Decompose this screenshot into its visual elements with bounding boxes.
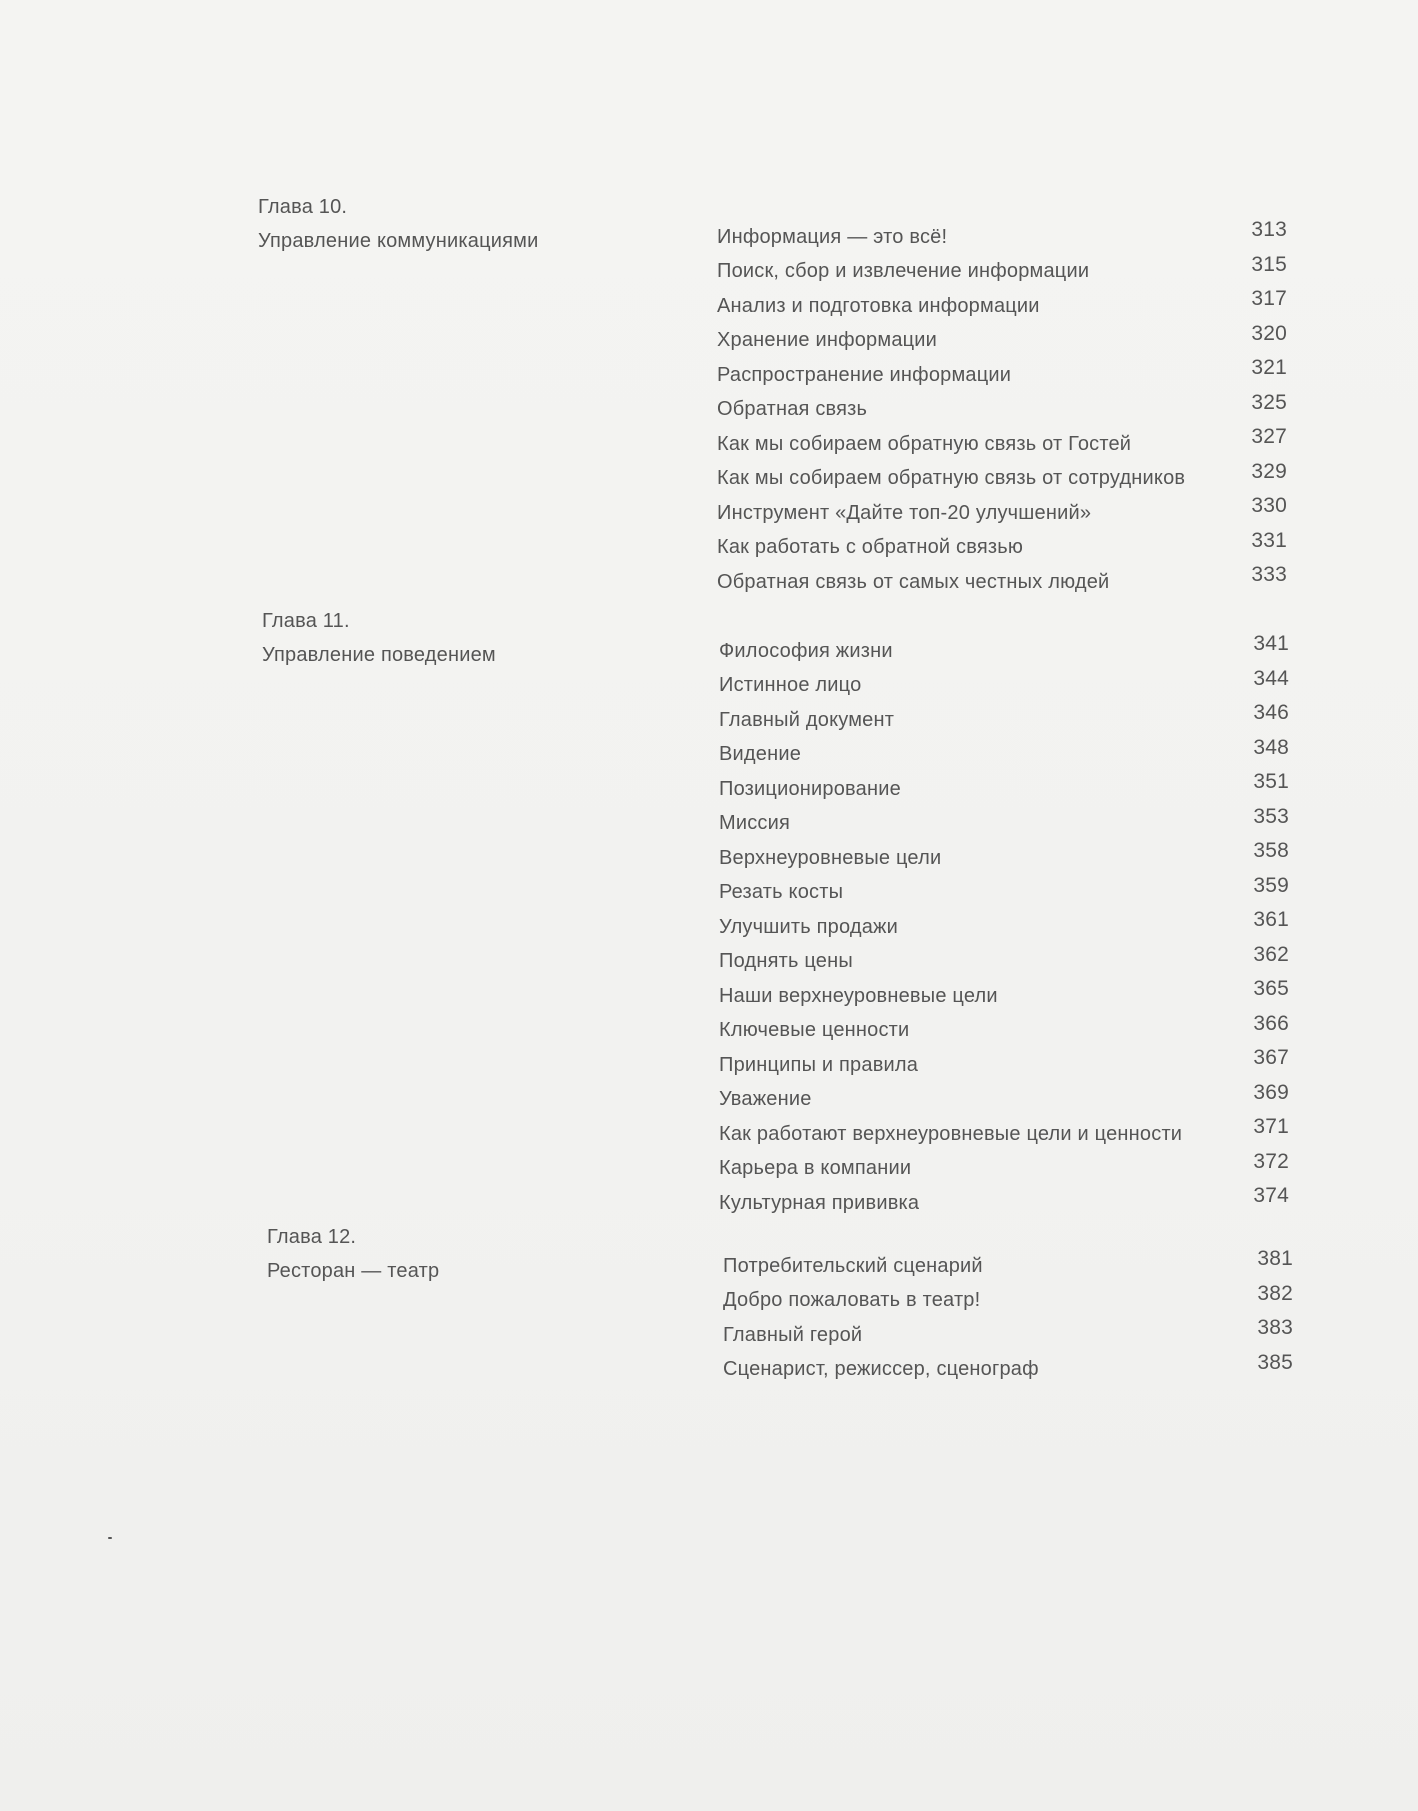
toc-entry-page: 383	[1257, 1316, 1293, 1339]
toc-entry-title: Истинное лицо	[719, 674, 862, 696]
chapter-number: Глава 12.	[267, 1226, 357, 1248]
toc-entry-page: 341	[1253, 632, 1289, 655]
toc-entry	[719, 701, 1289, 736]
toc-entry-title: Обратная связь	[717, 398, 868, 420]
toc-entry-title: Хранение информации	[717, 329, 938, 351]
toc-entry	[719, 770, 1289, 805]
toc-entry	[719, 1184, 1289, 1219]
toc-entry	[719, 1081, 1289, 1116]
toc-entry-title: Видение	[719, 743, 802, 765]
toc-entry-page: 327	[1251, 425, 1287, 448]
toc-entry-page: 348	[1253, 735, 1289, 759]
toc-entry	[717, 563, 1287, 598]
toc-entry-page: 353	[1253, 804, 1289, 828]
toc-entry-page: 374	[1253, 1184, 1289, 1207]
toc-entry-page: 385	[1257, 1350, 1293, 1374]
toc-entry-page: 381	[1257, 1247, 1293, 1270]
toc-entry	[719, 736, 1289, 771]
toc-entry	[719, 908, 1289, 943]
toc-entry-title: Резать косты	[719, 881, 844, 903]
toc-entry	[719, 667, 1289, 702]
toc-entries	[719, 632, 1289, 1219]
toc-entries	[717, 218, 1287, 598]
toc-entry-page: 382	[1257, 1281, 1293, 1305]
toc-entry-title: Улучшить продажи	[719, 915, 898, 938]
toc-entry-title: Главный документ	[719, 708, 895, 731]
toc-entry-title: Потребительский сценарий	[723, 1254, 983, 1277]
toc-entry-title: Сценарист, режиссер, сценограф	[723, 1358, 1039, 1380]
toc-entry-page: 371	[1253, 1115, 1289, 1138]
toc-entry-page: 367	[1253, 1046, 1289, 1069]
toc-entry	[717, 356, 1287, 391]
toc-entry-page: 358	[1253, 839, 1289, 862]
toc-entry-page: 372	[1253, 1149, 1289, 1173]
toc-entry-page: 344	[1253, 666, 1289, 690]
toc-entry-title: Как мы собираем обратную связь от сотрудников	[717, 467, 1186, 489]
toc-entry-page: 359	[1253, 873, 1289, 897]
toc-entry-title: Верхнеуровневые цели	[719, 846, 942, 869]
toc-entry	[717, 322, 1287, 357]
toc-entry-title: Добро пожаловать в театр!	[723, 1289, 981, 1311]
toc-entry	[719, 977, 1289, 1012]
toc-entry	[719, 943, 1289, 978]
toc-entry-page: 329	[1251, 459, 1287, 483]
toc-entry	[717, 494, 1287, 529]
toc-entry	[719, 839, 1289, 874]
toc-entry-title: Уважение	[719, 1088, 812, 1110]
toc-entry-title: Миссия	[719, 812, 791, 834]
toc-entry-page: 320	[1251, 321, 1287, 345]
chapter-heading	[258, 190, 538, 258]
toc-entry-title: Распространение информации	[717, 363, 1012, 386]
toc-entry	[717, 287, 1287, 322]
toc-entry-page: 321	[1251, 356, 1287, 379]
toc-entry-title: Принципы и правила	[719, 1053, 919, 1076]
toc-entry-title: Поиск, сбор и извлечение информации	[717, 260, 1090, 282]
toc-entry-page: 317	[1251, 287, 1287, 310]
chapter-title: Управление коммуникациями	[258, 230, 539, 252]
toc-entry-title: Как работают верхнеуровневые цели и ценности	[719, 1122, 1183, 1145]
toc-entry	[723, 1316, 1293, 1351]
toc-entry	[719, 1012, 1289, 1047]
toc-entry	[719, 874, 1289, 909]
toc-entry	[717, 529, 1287, 564]
chapter-number: Глава 11.	[262, 610, 350, 632]
toc-entry	[719, 1046, 1289, 1081]
toc-entry-title: Философия жизни	[719, 639, 893, 662]
toc-entry-page: 366	[1253, 1011, 1289, 1035]
toc-entries	[723, 1247, 1293, 1385]
toc-entry-title: Наши верхнеуровневые цели	[719, 984, 998, 1007]
toc-entry	[719, 632, 1289, 667]
toc-entry-page: 362	[1253, 942, 1289, 966]
toc-entry-page: 331	[1251, 528, 1287, 552]
toc-entry	[723, 1351, 1293, 1386]
toc-entry-title: Как мы собираем обратную связь от Гостей	[717, 432, 1132, 455]
toc-entry	[717, 218, 1287, 253]
toc-entry-title: Информация — это всё!	[717, 225, 948, 248]
toc-entry-title: Как работать с обратной связью	[717, 536, 1024, 558]
toc-entry-title: Поднять цены	[719, 950, 853, 972]
chapter-title: Ресторан — театр	[267, 1260, 440, 1282]
toc-entry	[719, 1115, 1289, 1150]
toc-entry-title: Позиционирование	[719, 777, 901, 800]
toc-entry	[719, 805, 1289, 840]
toc-entry-title: Карьера в компании	[719, 1157, 912, 1179]
toc-entry-page: 313	[1251, 218, 1287, 241]
ink-speck	[108, 1537, 112, 1539]
chapter-heading	[262, 604, 496, 672]
toc-entry-title: Инструмент «Дайте топ-20 улучшений»	[717, 501, 1092, 524]
toc-entry-page: 333	[1251, 563, 1287, 586]
toc-entry	[719, 1150, 1289, 1185]
toc-entry	[717, 391, 1287, 426]
toc-entry	[717, 253, 1287, 288]
chapter-title: Управление поведением	[262, 644, 496, 666]
toc-entry-page: 325	[1251, 390, 1287, 414]
toc-entry-title: Ключевые ценности	[719, 1019, 910, 1041]
toc-entry-page: 315	[1251, 252, 1287, 276]
toc-entry-page: 330	[1251, 494, 1287, 517]
toc-entry-page: 346	[1253, 701, 1289, 724]
toc-entry-title: Обратная связь от самых честных людей	[717, 570, 1110, 593]
toc-entry	[717, 460, 1287, 495]
chapter-heading	[267, 1220, 439, 1288]
toc-entry	[723, 1247, 1293, 1282]
toc-entry-page: 365	[1253, 977, 1289, 1000]
chapter-number: Глава 10.	[258, 196, 348, 218]
toc-entry-title: Анализ и подготовка информации	[717, 294, 1040, 317]
toc-entry	[717, 425, 1287, 460]
toc-entry-title: Культурная прививка	[719, 1191, 920, 1214]
toc-entry-page: 351	[1253, 770, 1289, 793]
toc-entry-title: Главный герой	[723, 1323, 863, 1346]
toc-entry	[723, 1282, 1293, 1317]
toc-entry-page: 369	[1253, 1080, 1289, 1104]
toc-entry-page: 361	[1253, 908, 1289, 931]
